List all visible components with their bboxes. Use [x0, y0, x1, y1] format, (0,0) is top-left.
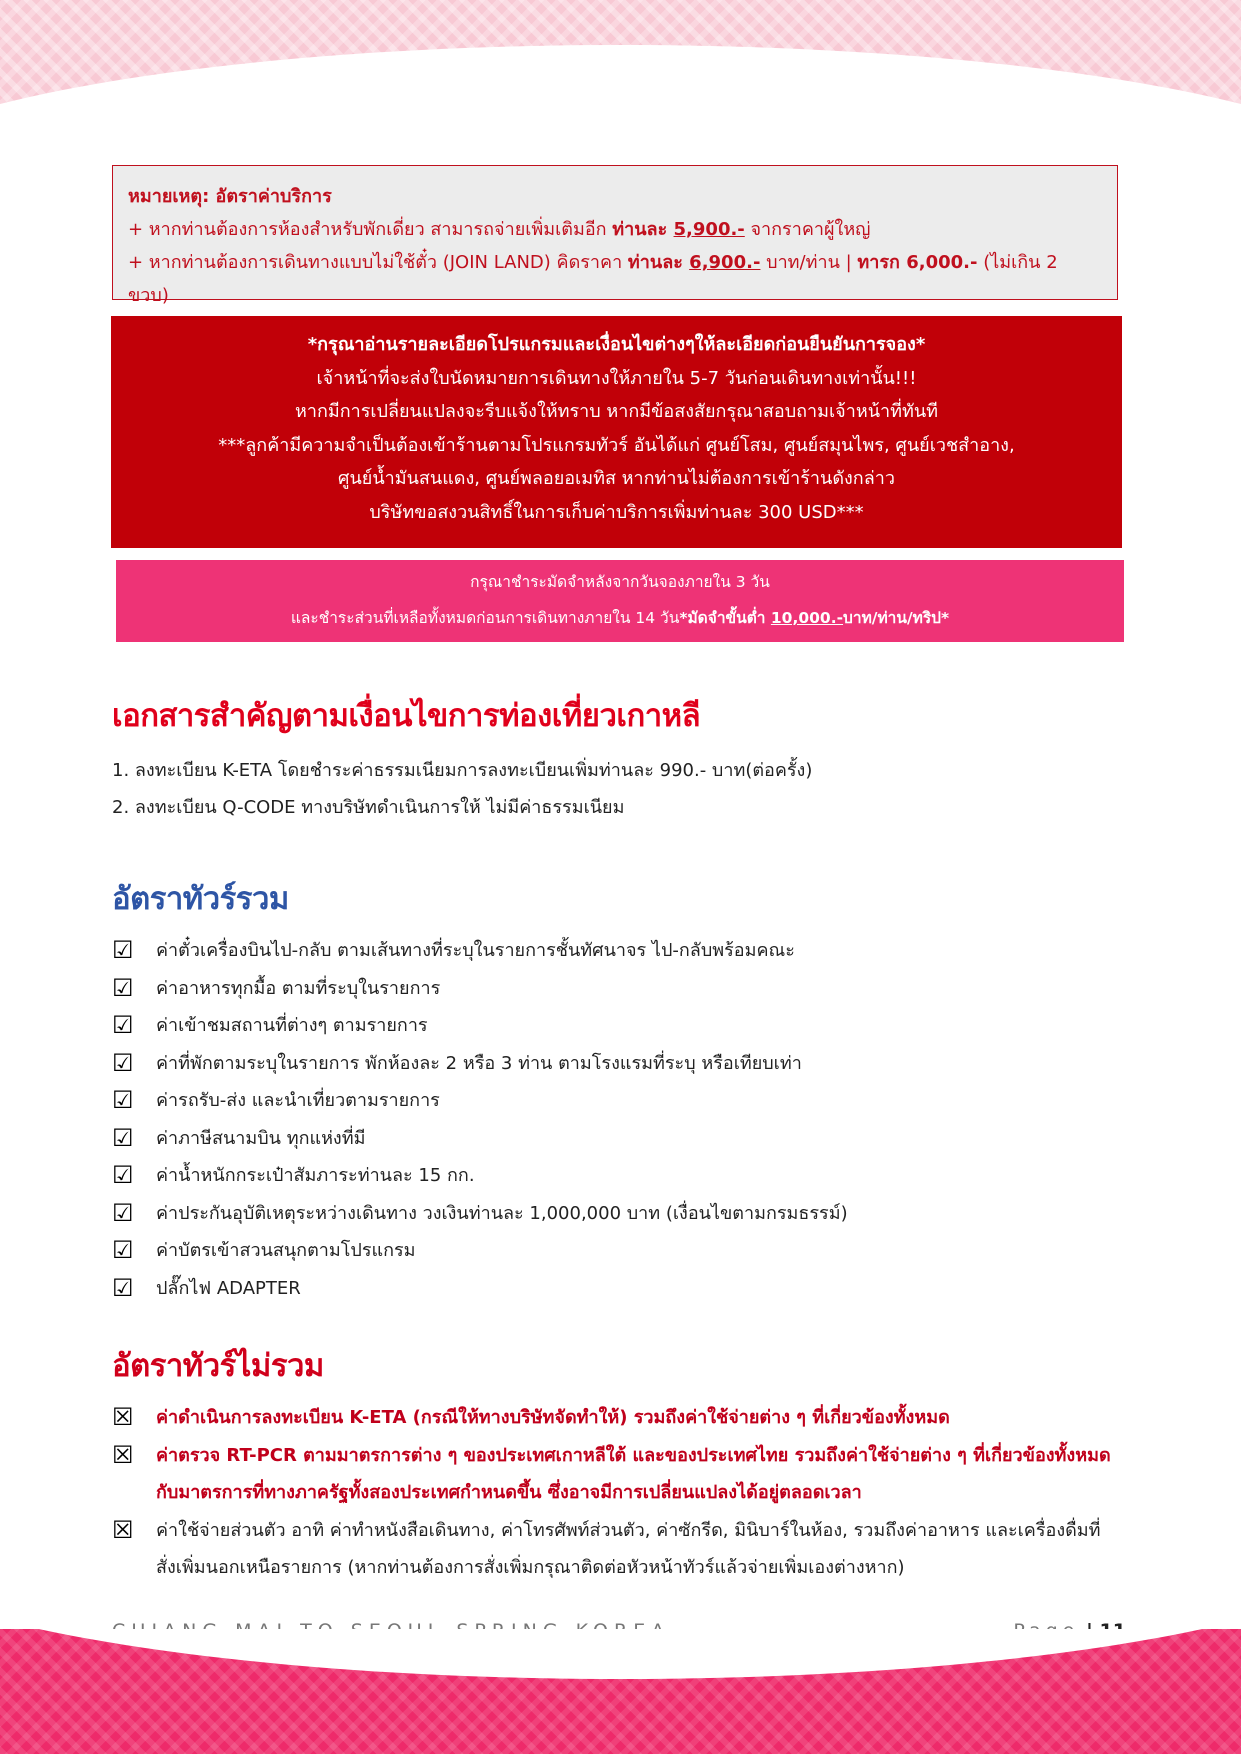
checked-box-icon: ☑ — [112, 1086, 134, 1114]
join-land-note: + หากท่านต้องการเดินทางแบบไม่ใช้ตั๋ว (JOIN LAND) คิดราคา ท่านละ 6,900.- บาท/ท่าน | ทารก 6,000.- (ไม่เกิน 2 ขวบ) — [128, 252, 1058, 306]
note-title: หมายเหตุ: อัตราค่าบริการ — [128, 186, 332, 207]
list-item: ☒ ค่าตรวจ RT-PCR ตามมาตรการต่าง ๆ ของประเทศเกาหลีใต้ และของประเทศไทย รวมถึงค่าใช้จ่ายต่าง ๆ ที่เกี่ยวข้องทั้งหมด กับมาตรการที่ทางภาครัฐทั้งสองประเทศกำหนดขึ้น ซึ่งอาจมีการเปลี่ยนแปลงได้อยู่ตลอดเวลา — [112, 1437, 1116, 1512]
list-item: 1. ลงทะเบียน K-ETA โดยชำระค่าธรรมเนียมการลงทะเบียนเพิ่มท่านละ 990.- บาท(ต่อครั้ง) — [112, 760, 813, 781]
list-item: ☑ ค่ารถรับ-ส่ง และนำเที่ยวตามรายการ — [112, 1082, 848, 1120]
excluded-list — [112, 1399, 1116, 1587]
list-item: ☑ ค่าบัตรเข้าสวนสนุกตามโปรแกรม — [112, 1232, 848, 1270]
list-item: ☑ ค่าประกันอุบัติเหตุระหว่างเดินทาง วงเงินท่านละ 1,000,000 บาท (เงื่อนไขตามกรมธรรม์) — [112, 1195, 848, 1233]
excluded-heading: อัตราทัวร์ไม่รวม — [112, 1348, 324, 1384]
checked-box-icon: ☑ — [112, 1011, 134, 1039]
warning-line: หากมีการเปลี่ยนแปลงจะรีบแจ้งให้ทราบ หากมีข้อสงสัยกรุณาสอบถามเจ้าหน้าที่ทันที — [294, 401, 939, 422]
list-item: ☑ ค่าน้ำหนักกระเป๋าสัมภาระท่านละ 15 กก. — [112, 1157, 848, 1195]
checked-box-icon: ☑ — [112, 1123, 134, 1152]
warning-line: *กรุณาอ่านรายละเอียดโปรแกรมและเงื่อนไขต่างๆให้ละเอียดก่อนยืนยันการจอง* — [307, 334, 926, 355]
single-room-price: 5,900.- — [673, 219, 745, 240]
warning-line: บริษัทขอสงวนสิทธิ์ในการเก็บค่าบริการเพิ่มท่านละ 300 USD*** — [369, 501, 864, 523]
checked-box-icon: ☑ — [112, 1273, 134, 1302]
documents-list — [112, 752, 812, 826]
payment-line: และชำระส่วนที่เหลือทั้งหมดก่อนการเดินทางภายใน 14 วัน*มัดจำขั้นต่ำ 10,000.-บาท/ท่าน/ทริป* — [290, 609, 950, 627]
warning-line: ศูนย์น้ำมันสนแดง, ศูนย์พลอยอเมทิส หากท่านไม่ต้องการเข้าร้านดังกล่าว — [338, 468, 895, 489]
deposit-amount: 10,000.- — [770, 609, 844, 627]
crossed-box-icon: ☒ — [112, 1403, 134, 1431]
list-item: ☑ ค่าภาษีสนามบิน ทุกแห่งที่มี — [112, 1120, 848, 1158]
list-item: ☒ ค่าดำเนินการลงทะเบียน K-ETA (กรณีให้ทางบริษัทจัดทำให้) รวมถึงค่าใช้จ่ายต่าง ๆ ที่เกี่ยวข้องทั้งหมด — [112, 1399, 1116, 1437]
documents-heading: เอกสารสำคัญตามเงื่อนไขการท่องเที่ยวเกาหลี — [112, 698, 701, 734]
checked-box-icon: ☑ — [112, 1236, 134, 1264]
infant-price: ทารก 6,000.- — [857, 252, 978, 273]
list-item: ☑ ค่าเข้าชมสถานที่ต่างๆ ตามรายการ — [112, 1007, 848, 1045]
included-heading: อัตราทัวร์รวม — [112, 881, 289, 917]
checked-box-icon: ☑ — [112, 1198, 134, 1227]
payment-terms — [116, 560, 1124, 642]
checked-box-icon: ☑ — [112, 936, 134, 964]
checked-box-icon: ☑ — [112, 1048, 134, 1077]
warning-line: เจ้าหน้าที่จะส่งใบนัดหมายการเดินทางให้ภายใน 5-7 วันก่อนเดินทางเท่านั้น!!! — [316, 367, 917, 389]
checked-box-icon: ☑ — [112, 973, 134, 1002]
service-rate-note — [112, 165, 1118, 306]
list-item: ☑ ค่าตั๋วเครื่องบินไป-กลับ ตามเส้นทางที่ระบุในรายการชั้นทัศนาจร ไป-กลับพร้อมคณะ — [112, 932, 848, 970]
crossed-box-icon: ☒ — [112, 1440, 134, 1469]
included-list — [112, 932, 848, 1307]
list-item: ☑ ค่าอาหารทุกมื้อ ตามที่ระบุในรายการ — [112, 970, 848, 1008]
crossed-box-icon: ☒ — [112, 1515, 134, 1544]
list-item: 2. ลงทะเบียน Q-CODE ทางบริษัทดำเนินการให้ ไม่มีค่าธรรมเนียม — [112, 797, 625, 818]
payment-line: กรุณาชำระมัดจำหลังจากวันจองภายใน 3 วัน — [470, 573, 770, 591]
checked-box-icon: ☑ — [112, 1161, 134, 1189]
join-land-price: 6,900.- — [689, 252, 761, 273]
footer-decoration — [0, 1629, 1241, 1754]
list-item: ☑ ปลั๊กไฟ ADAPTER — [112, 1270, 848, 1308]
list-item: ☑ ค่าที่พักตามระบุในรายการ พักห้องละ 2 หรือ 3 ท่าน ตามโรงแรมที่ระบุ หรือเทียบเท่า — [112, 1045, 848, 1083]
warning-line: ***ลูกค้ามีความจำเป็นต้องเข้าร้านตามโปรแกรมทัวร์ อันได้แก่ ศูนย์โสม, ศูนย์สมุนไพร, ศูนย์เวชสำอาง, — [218, 434, 1015, 456]
single-room-note: + หากท่านต้องการห้องสำหรับพักเดี่ยว สามารถจ่ายเพิ่มเติมอีก ท่านละ 5,900.- จากราคาผู้ใหญ่ — [128, 219, 871, 240]
list-item: ☒ ค่าใช้จ่ายส่วนตัว อาทิ ค่าทำหนังสือเดินทาง, ค่าโทรศัพท์ส่วนตัว, ค่าซักรีด, มินิบาร์ในห้อง, รวมถึงค่าอาหาร และเครื่องดื่มที่สั่งเพิ่มนอกเหนือรายการ (หากท่านต้องการสั่งเพิ่มกรุณาติดต่อหัวหน้าทัวร์แล้วจ่ายเพิ่มเองต่างหาก) — [112, 1512, 1116, 1587]
booking-warning — [111, 316, 1122, 548]
header-decoration — [0, 0, 1241, 135]
